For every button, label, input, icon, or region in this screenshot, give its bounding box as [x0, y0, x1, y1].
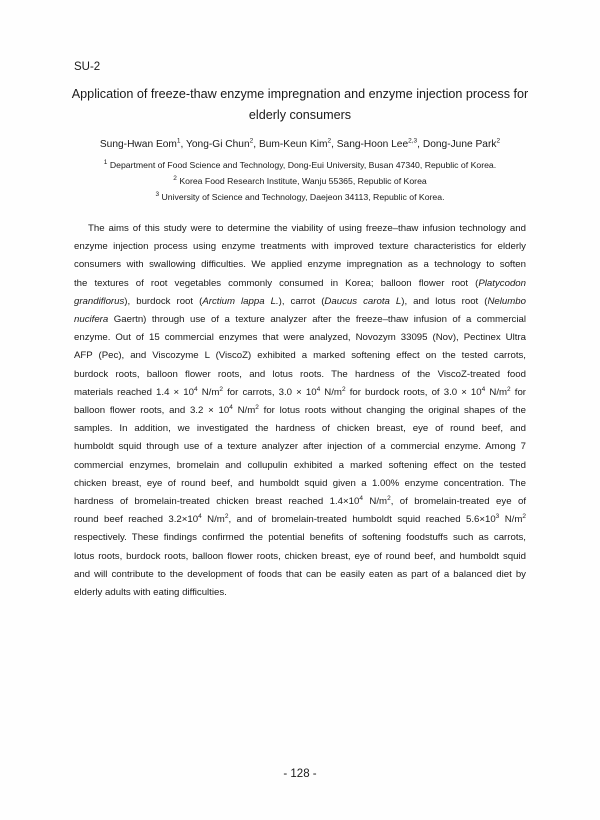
affiliation-text: University of Science and Technology, Daejeon 34113, Republic of Korea. — [161, 192, 445, 202]
abstract-line: chicken breast, eye of round beef, and humboldt squid given a 1.00% enzyme concentration. The — [74, 477, 526, 489]
abstract-line: nucifera Gaertn) through use of a texture analyzer after the freeze–thaw infusion of a commercial — [74, 314, 526, 326]
author-affil-sup: 2 — [327, 137, 332, 145]
abstract-line: round beef reached $3.2\times 10^4$ $N/m^2$, and of bromelain-treated humboldt squid reached $5.6\times 10^3$ $N/m^2$ — [74, 513, 526, 526]
title-line-1: Application of freeze-thaw enzyme impregnation and enzyme injection process for — [71, 87, 529, 101]
affiliation-sup: 3 — [155, 191, 160, 199]
author-list: Sung-Hwan Eom$^1$, Yong-Gi Chun$^2$, Bum-Keun Kim$^2$, Sang-Hoon Lee$^{2,3}$, Dong-June Park$^2$ — [99, 137, 501, 150]
page-number: - 128 - — [283, 768, 317, 780]
abstract-line: grandiflorus), burdock root (Arctium lappa L.), carrot (Daucus carota L), and lotus root (Nelumbo — [74, 295, 527, 307]
author-affil-sup: 2 — [496, 137, 501, 145]
title-line-2: elderly consumers — [248, 108, 352, 122]
affiliation-text: Department of Food Science and Technology, Dong-Eui University, Busan 47340, Republic of Korea. — [109, 160, 497, 170]
abstract-line: humboldt squid through use of a texture analyzer after injection of a commercial enzyme. Among 7 — [74, 441, 526, 453]
abstract-line: and will contribute to the development of foods that can be easily eaten as part of a balanced diet by — [74, 568, 526, 580]
abstract-line: lotus roots, burdock roots, balloon flower roots, chicken breast, eye of round beef, and humboldt squid — [74, 550, 526, 562]
affiliation-sup: 1 — [103, 159, 108, 167]
abstract-line: The aims of this study were to determine the viability of using freeze–thaw infusion technology and — [88, 223, 526, 234]
author-name: Dong-June Park — [422, 139, 497, 150]
abstract-line: enzyme injection process using enzyme treatments with improved texture characteristics for elderly — [74, 241, 526, 253]
author-affil-sup: 2,3 — [408, 137, 418, 145]
author-affil-sup: 2 — [249, 137, 254, 145]
abstract-line: burdock roots, balloon flower roots, and lotus roots. The hardness of the ViscoZ-treated food — [74, 368, 526, 380]
affiliation-3 — [40, 192, 560, 202]
author-name: Bum-Keun Kim — [258, 139, 328, 150]
abstract-line: respectively. These findings confirmed the potential benefits of softening foodstuffs such as carrots, — [74, 532, 526, 544]
affiliation-1 — [40, 160, 560, 170]
abstract-line: elderly adults with eating difficulties. — [74, 587, 227, 599]
affiliation-sup: 2 — [173, 175, 177, 183]
author-name: Yong-Gi Chun — [186, 139, 250, 150]
abstract-line: the textures of root vegetables commonly consumed in Korea; balloon flower root (Platycodon — [74, 277, 526, 289]
author-name: Sang-Hoon Lee — [336, 139, 409, 150]
abstract-line: hardness of bromelain-treated chicken breast reached $1.4\times 10^4$ $N/m^2$, of bromelain-treated eye of — [74, 494, 526, 508]
abstract-line: enzyme. Out of 15 commercial enzymes that were analyzed, Novozym 33095 (Nov), Pectinex Ultra — [74, 332, 526, 344]
abstract-line: balloon flower roots, and $3.2 \times 10^4$ $N/m^2$ for lotus roots without changing the original shapes of the — [74, 403, 526, 417]
abstract-line: consumers with swallowing difficulties. We applied enzyme impregnation as a technology to soften — [74, 259, 526, 271]
affiliation-2 — [40, 176, 560, 186]
abstract-line: samples. In addition, we investigated the hardness of chicken breast, eye of round beef, and — [74, 423, 526, 435]
author-name: Sung-Hwan Eom — [99, 139, 177, 150]
author-affil-sup: 1 — [176, 137, 181, 145]
abstract-body — [74, 220, 526, 602]
session-code: SU-2 — [74, 61, 101, 73]
paper-title — [60, 84, 540, 126]
abstract-line: AFP (Pec), and Viscozyme L (ViscoZ) exhibited a marked softening effect on the tested carrots, — [74, 350, 526, 362]
affiliation-text: Korea Food Research Institute, Wanju 55365, Republic of Korea — [179, 176, 427, 186]
abstract-line: materials reached $1.4 \times 10^4$ $N/m^2$ for carrots, $3.0 \times 10^4$ $N/m^2$ for burdock roots, of $3.0 \times 10^4$ $N/m^2$ for — [74, 385, 526, 398]
abstract-line: commercial enzymes, bromelain and collupulin exhibited a marked softening effect on the tested — [74, 459, 526, 471]
